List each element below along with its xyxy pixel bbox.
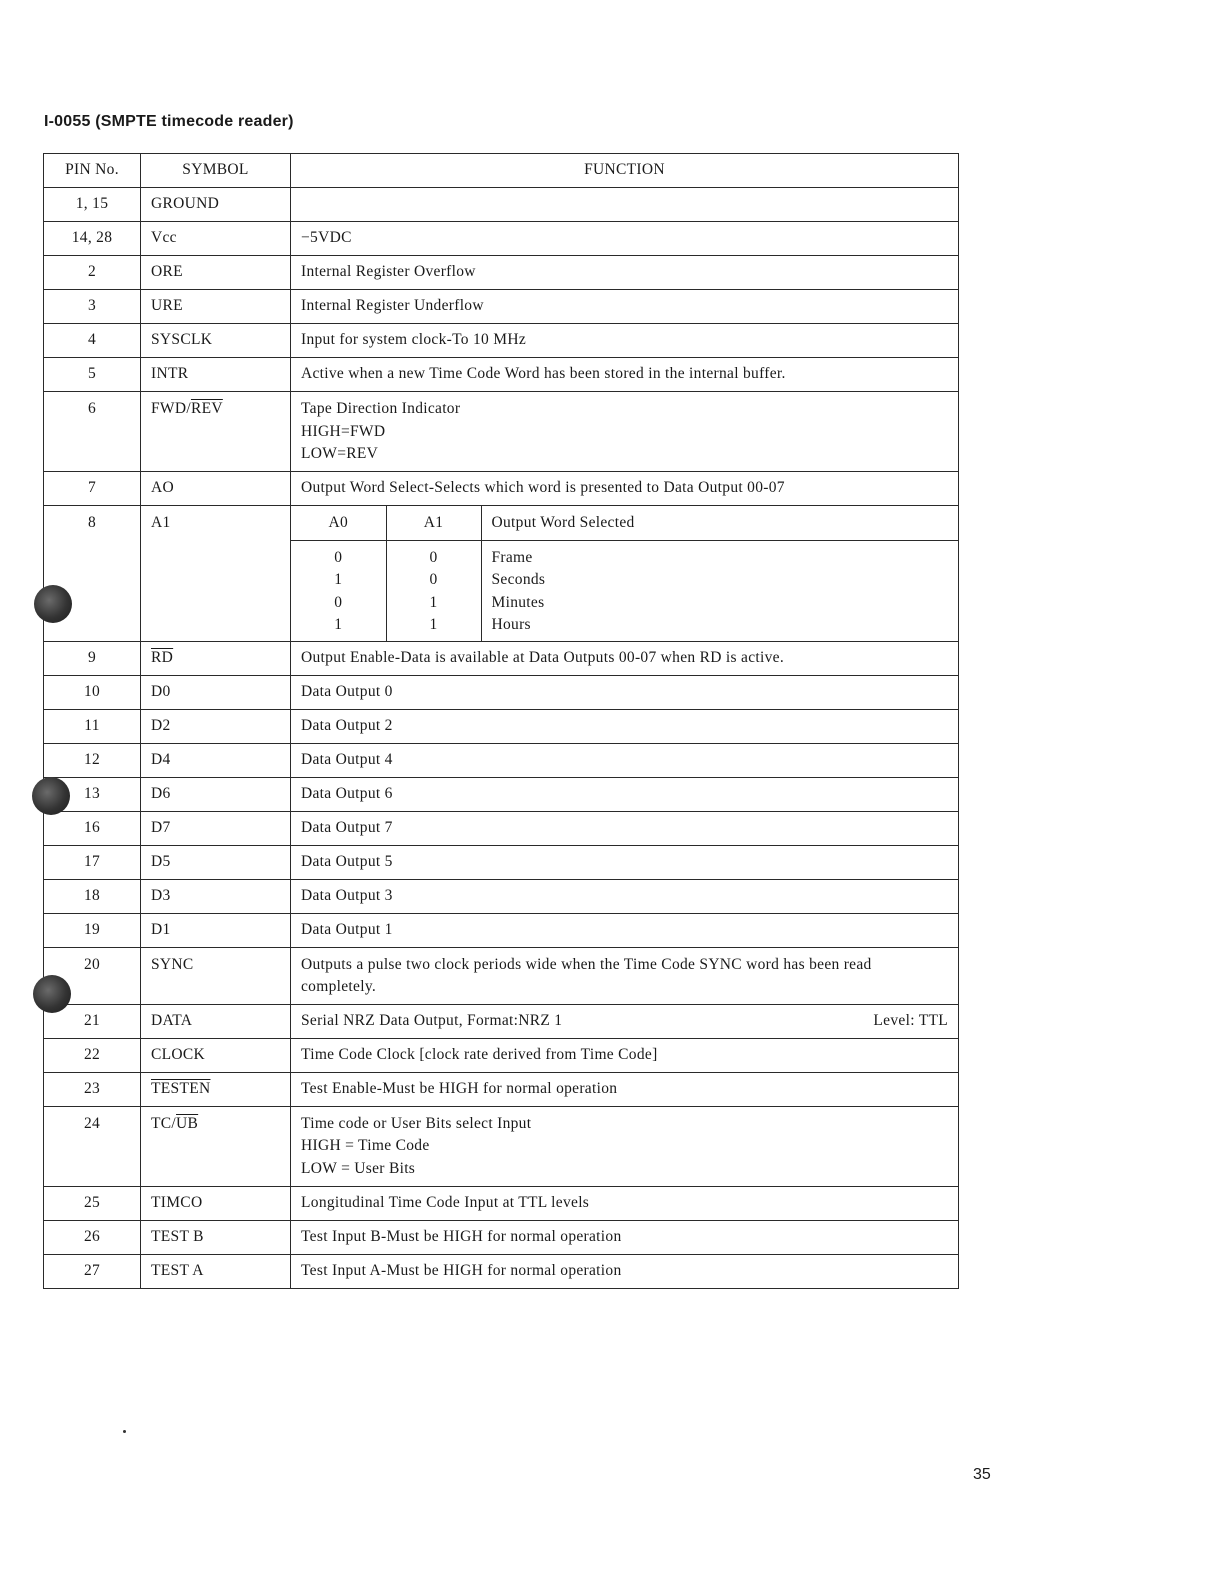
a0-value: 0 [334, 548, 343, 566]
function-line: Time code or User Bits select Input [301, 1114, 532, 1132]
a1-value: 1 [429, 616, 438, 633]
function-cell: Data Output 7 [291, 811, 959, 845]
pin-cell: 6 [44, 392, 141, 472]
pin-cell: 25 [44, 1186, 141, 1220]
subheader-word: Output Word Selected [481, 506, 958, 540]
table-row [44, 506, 959, 642]
symbol-cell: D6 [141, 777, 291, 811]
symbol-cell: URE [141, 290, 291, 324]
function-cell: Internal Register Underflow [291, 290, 959, 324]
word-select-body [291, 540, 958, 641]
function-cell [291, 392, 959, 472]
function-cell [291, 947, 959, 1004]
function-cell: Output Enable-Data is available at Data Outputs 00-07 when RD is active. [291, 641, 959, 675]
symbol-cell: CLOCK [141, 1038, 291, 1072]
page-heading: I-0055 (SMPTE timecode reader) [44, 113, 294, 130]
symbol-overline: $\overline{REV}$ [190, 400, 223, 417]
table-row [44, 947, 959, 1004]
function-cell: Active when a new Time Code Word has been stored in the internal buffer. [291, 358, 959, 392]
header-function: FUNCTION [291, 154, 959, 188]
a1-column [386, 540, 481, 641]
a0-column [291, 540, 386, 641]
function-cell: Data Output 3 [291, 879, 959, 913]
a0-value: 1 [334, 571, 343, 588]
table-row [44, 743, 959, 777]
symbol-cell: GROUND [141, 188, 291, 222]
pin-cell: 23 [44, 1072, 141, 1106]
pin-cell: 4 [44, 324, 141, 358]
word-value: Seconds [491, 571, 546, 588]
pin-cell: 11 [44, 709, 141, 743]
function-line: HIGH=FWD [301, 422, 386, 440]
symbol-cell: TEST B [141, 1220, 291, 1254]
a0-value: 0 [334, 593, 343, 611]
table-row [44, 777, 959, 811]
function-line: Outputs a pulse two clock periods wide when the Time Code SYNC word has been read [301, 955, 872, 973]
table-row [44, 811, 959, 845]
a1-value: 0 [429, 571, 438, 588]
table-row [44, 1254, 959, 1288]
table-row [44, 188, 959, 222]
function-cell: Data Output 1 [291, 913, 959, 947]
word-select-table [291, 506, 958, 641]
pin-cell: 20 [44, 947, 141, 1004]
a1-value: 1 [429, 593, 438, 611]
symbol-prefix: FWD/ [151, 400, 191, 417]
table-row [44, 1220, 959, 1254]
symbol-cell: D7 [141, 811, 291, 845]
function-cell: Output Word Select-Selects which word is presented to Data Output 00-07 [291, 472, 959, 506]
function-line: Tape Direction Indicator [301, 400, 461, 417]
function-cell [291, 1106, 959, 1186]
symbol-overline: TESTEN [151, 1079, 211, 1097]
symbol-cell: SYSCLK [141, 324, 291, 358]
symbol-cell: D5 [141, 845, 291, 879]
symbol-cell: Vcc [141, 222, 291, 256]
pin-cell: 9 [44, 641, 141, 675]
function-cell: Time Code Clock [clock rate derived from Time Code] [291, 1038, 959, 1072]
symbol-overline: $\overline{UB}$ [176, 1114, 199, 1132]
pin-cell: 24 [44, 1106, 141, 1186]
word-value: Minutes [491, 593, 545, 611]
symbol-cell: TEST A [141, 1254, 291, 1288]
pin-cell: 26 [44, 1220, 141, 1254]
punch-hole [34, 585, 72, 623]
symbol-cell: D1 [141, 913, 291, 947]
table-row [44, 1038, 959, 1072]
subheader-a0: A0 [291, 506, 386, 540]
word-value: Frame [491, 548, 533, 566]
pin-cell: 22 [44, 1038, 141, 1072]
pin-cell: 1, 15 [44, 188, 141, 222]
pin-cell: 19 [44, 913, 141, 947]
pin-cell: 21 [44, 1004, 141, 1038]
function-cell: Input for system clock-To 10 MHz [291, 324, 959, 358]
function-cell: Data Output 0 [291, 675, 959, 709]
function-cell: Data Output 4 [291, 743, 959, 777]
symbol-overline: $\overline{RD}$ [151, 648, 174, 666]
table-header-row [44, 154, 959, 188]
punch-hole [33, 975, 71, 1013]
pin-table [43, 153, 959, 1289]
pin-cell: 3 [44, 290, 141, 324]
symbol-cell: D0 [141, 675, 291, 709]
function-cell: −5VDC [291, 222, 959, 256]
function-cell: Test Input A-Must be HIGH for normal operation [291, 1254, 959, 1288]
pin-cell: 10 [44, 675, 141, 709]
function-cell: Data Output 2 [291, 709, 959, 743]
table-row [44, 913, 959, 947]
page-number: 35 [973, 1466, 991, 1483]
a1-value: 0 [429, 548, 438, 566]
header-symbol: SYMBOL [141, 154, 291, 188]
pin-cell: 8 [44, 506, 141, 642]
symbol-cell: ORE [141, 256, 291, 290]
a0-value: 1 [334, 616, 343, 633]
table-row [44, 290, 959, 324]
table-row [44, 358, 959, 392]
table-row [44, 472, 959, 506]
symbol-prefix: TC/ [151, 1114, 177, 1132]
symbol-cell: D4 [141, 743, 291, 777]
pin-cell: 16 [44, 811, 141, 845]
table-row [44, 324, 959, 358]
pin-cell: 7 [44, 472, 141, 506]
table-row [44, 1106, 959, 1186]
function-cell [291, 1004, 959, 1038]
symbol-cell: D3 [141, 879, 291, 913]
symbol-cell: INTR [141, 358, 291, 392]
function-cell: Test Enable-Must be HIGH for normal operation [291, 1072, 959, 1106]
pin-cell: 14, 28 [44, 222, 141, 256]
pin-cell: 2 [44, 256, 141, 290]
table-row [44, 709, 959, 743]
level-label: Level: TTL [873, 1011, 948, 1029]
symbol-cell [141, 1072, 291, 1106]
pin-cell: 13 [44, 777, 141, 811]
function-cell: Data Output 5 [291, 845, 959, 879]
table-row [44, 256, 959, 290]
table-row [44, 1004, 959, 1038]
pin-cell: 12 [44, 743, 141, 777]
symbol-cell [141, 392, 291, 472]
table-row [44, 641, 959, 675]
pin-cell: 5 [44, 358, 141, 392]
symbol-cell: DATA [141, 1004, 291, 1038]
symbol-cell: TIMCO [141, 1186, 291, 1220]
symbol-cell: D2 [141, 709, 291, 743]
symbol-cell: SYNC [141, 947, 291, 1004]
symbol-cell: A1 [141, 506, 291, 642]
pin-cell: 27 [44, 1254, 141, 1288]
pin-cell: 18 [44, 879, 141, 913]
word-select-cell [291, 506, 959, 642]
table-row [44, 879, 959, 913]
function-cell: Test Input B-Must be HIGH for normal operation [291, 1220, 959, 1254]
scan-speck [123, 1430, 126, 1433]
function-cell: Data Output 6 [291, 777, 959, 811]
function-text: Serial NRZ Data Output, Format:NRZ 1 [301, 1011, 563, 1029]
table-row [44, 845, 959, 879]
symbol-cell: AO [141, 472, 291, 506]
function-line: LOW = User Bits [301, 1159, 416, 1177]
function-line: completely. [301, 978, 377, 995]
word-select-header [291, 506, 958, 540]
pin-cell: 17 [44, 845, 141, 879]
symbol-cell [141, 1106, 291, 1186]
subheader-a1: A1 [386, 506, 481, 540]
function-cell: Internal Register Overflow [291, 256, 959, 290]
table-row [44, 675, 959, 709]
function-line: HIGH = Time Code [301, 1137, 430, 1154]
table-row [44, 1186, 959, 1220]
punch-hole [32, 777, 70, 815]
table-row [44, 392, 959, 472]
header-pin: PIN No. [44, 154, 141, 188]
table-row [44, 1072, 959, 1106]
function-cell [291, 188, 959, 222]
table-row [44, 222, 959, 256]
word-value: Hours [491, 616, 531, 633]
function-line: LOW=REV [301, 445, 379, 462]
word-column [481, 540, 958, 641]
symbol-cell [141, 641, 291, 675]
function-cell: Longitudinal Time Code Input at TTL levels [291, 1186, 959, 1220]
